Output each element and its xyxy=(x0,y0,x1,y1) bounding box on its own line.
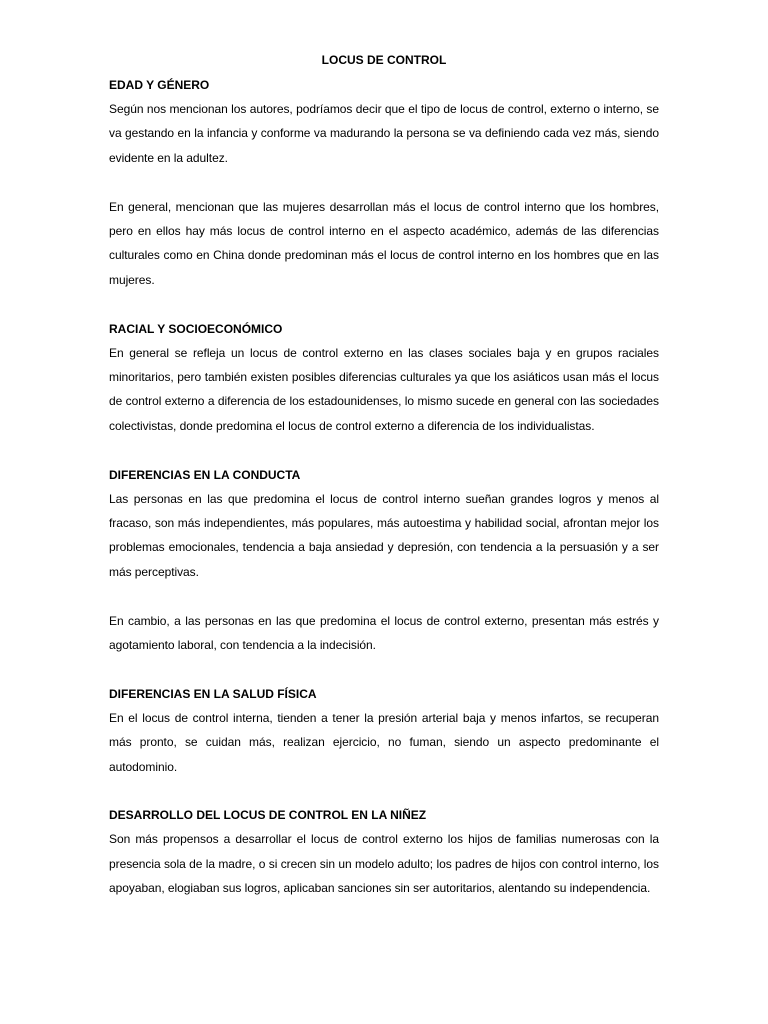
paragraph: En general, mencionan que las mujeres desarrollan más el locus de control interno que los hombres, pero en ellos hay más locus de control interno en el aspecto académico, además de las diferencias culturales como en China donde predominan más el locus de control interno en los hombres que en las mujeres. xyxy=(109,199,659,287)
section-desarrollo-ninez xyxy=(109,803,659,900)
section-salud-fisica xyxy=(109,682,659,779)
section-heading: DIFERENCIAS EN LA CONDUCTA xyxy=(109,467,301,482)
section-racial-socioeconomico xyxy=(109,317,659,439)
paragraph: Son más propensos a desarrollar el locus de control externo los hijos de familias numerosas con la presencia sola de la madre, o si crecen sin un modelo adulto; los padres de hijos con control interno, los apoyaban, elogiaban sus logros, aplicaban sanciones sin ser autoritarios, alentando su independencia. xyxy=(109,832,659,896)
document-page xyxy=(109,49,659,901)
section-diferencias-conducta xyxy=(109,463,659,658)
section-edad-genero xyxy=(109,73,659,292)
paragraph: En el locus de control interna, tienden a tener la presión arterial baja y menos infartos, se recuperan más pronto, se cuidan más, realizan ejercicio, no fuman, siendo un aspecto predominante el autodominio. xyxy=(109,710,659,774)
paragraph: En cambio, a las personas en las que predomina el locus de control externo, presentan más estrés y agotamiento laboral, con tendencia a la indecisión. xyxy=(109,613,659,653)
document-title: LOCUS DE CONTROL xyxy=(321,53,447,67)
section-heading: DIFERENCIAS EN LA SALUD FÍSICA xyxy=(109,686,317,701)
paragraph: Las personas en las que predomina el locus de control interno sueñan grandes logros y menos al fracaso, son más independientes, más populares, más autoestima y habilidad social, afrontan mejor los problemas emocionales, tendencia a baja ansiedad y depresión, con tendencia a la persuasión y a ser más perceptivas. xyxy=(109,491,659,579)
section-heading: EDAD Y GÉNERO xyxy=(109,78,210,92)
paragraph: En general se refleja un locus de control externo en las clases sociales baja y en grupos raciales minoritarios, pero también existen posibles diferencias culturales ya que los asiáticos usan más el locus de control externo a diferencia de los estadounidenses, lo mismo sucede en general con las sociedades colectivistas, donde predomina el locus de control externo a diferencia de los individualistas. xyxy=(109,345,659,433)
paragraph: Según nos mencionan los autores, podríamos decir que el tipo de locus de control, externo o interno, se va gestando en la infancia y conforme va madurando la persona se va definiendo cada vez más, siendo evidente en la adultez. xyxy=(109,102,659,165)
section-heading: RACIAL Y SOCIOECONÓMICO xyxy=(109,321,283,336)
section-heading: DESARROLLO DEL LOCUS DE CONTROL EN LA NIÑEZ xyxy=(109,808,427,823)
